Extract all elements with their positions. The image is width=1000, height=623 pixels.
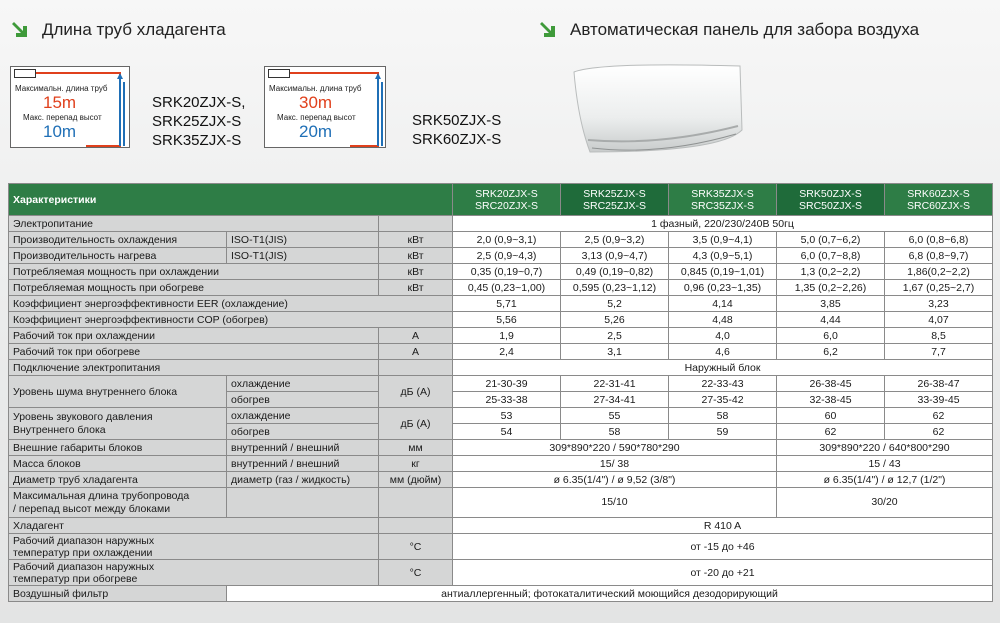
value-cell: 5,2 <box>561 296 669 312</box>
value-cell: 8,5 <box>885 328 993 344</box>
row-label: Внешние габариты блоков <box>9 440 227 456</box>
unit-cell <box>379 488 453 518</box>
indoor-model: SRK20ZJX-S <box>475 187 538 200</box>
value-cell: 33-39-45 <box>885 392 993 408</box>
value-cell: 0,96 (0,23~1,35) <box>669 280 777 296</box>
model-header <box>561 184 669 216</box>
value-cell: 22-33-43 <box>669 376 777 392</box>
value-cell: ø 6.35(1/4") / ø 12,7 (1/2") <box>777 472 993 488</box>
row-label-line: Рабочий диапазон наружных <box>13 534 155 547</box>
outdoor-model: SRC20ZJX-S <box>475 199 539 212</box>
value-cell: 4,07 <box>885 312 993 328</box>
row-label-line: Внутреннего блока <box>13 423 106 436</box>
value-cell: 1,9 <box>453 328 561 344</box>
row-label: Потребляемая мощность при охлаждении <box>9 264 379 280</box>
table-row <box>9 216 993 232</box>
row-label: Потребляемая мощность при обогреве <box>9 280 379 296</box>
row-label: Рабочий ток при охлаждении <box>9 328 379 344</box>
indoor-model: SRK50ZJX-S <box>799 187 862 200</box>
row-label: Производительность охлаждения <box>9 232 227 248</box>
value-cell: 30/20 <box>777 488 993 518</box>
value-cell: антиаллергенный; фотокаталитический моющийся дезодорирующий <box>227 586 993 602</box>
value-cell: 0,45 (0,23~1,00) <box>453 280 561 296</box>
value-cell: 6,0 (0,7~8,8) <box>777 248 885 264</box>
sub-label: ISO-T1(JIS) <box>227 232 379 248</box>
value-cell: 4,44 <box>777 312 885 328</box>
value-cell: 0,845 (0,19~1,01) <box>669 264 777 280</box>
unit-cell <box>379 216 453 232</box>
value-cell: 1,3 (0,2~2,2) <box>777 264 885 280</box>
sub-label <box>227 488 379 518</box>
value-cell: 2,5 (0,9~4,3) <box>453 248 561 264</box>
row-label: Производительность нагрева <box>9 248 227 264</box>
max-length-label: Максимальн. длина труб <box>15 84 108 93</box>
row-label: Масса блоков <box>9 456 227 472</box>
unit-cell: кВт <box>379 248 453 264</box>
value-cell: 27-35-42 <box>669 392 777 408</box>
model-header <box>777 184 885 216</box>
indoor-model: SRK35ZJX-S <box>691 187 754 200</box>
unit-cell: °С <box>379 534 453 560</box>
green-arrow-icon <box>10 20 30 40</box>
row-label: Коэффициент энергоэффективности COP (обогрев) <box>9 312 453 328</box>
value-cell: 1,86(0,2~2,2) <box>885 264 993 280</box>
unit-cell: кВт <box>379 264 453 280</box>
value-cell: 53 <box>453 408 561 424</box>
outdoor-model: SRC50ZJX-S <box>799 199 863 212</box>
table-row <box>9 456 993 472</box>
table-row <box>9 534 993 560</box>
row-label: Уровень шума внутреннего блока <box>9 376 227 408</box>
value-cell: 3,1 <box>561 344 669 360</box>
value-cell: 55 <box>561 408 669 424</box>
max-drop-value: 20m <box>299 122 333 141</box>
value-cell: 3,85 <box>777 296 885 312</box>
value-cell: 59 <box>669 424 777 440</box>
unit-cell: мм (дюйм) <box>379 472 453 488</box>
value-cell: 1,67 (0,25~2,7) <box>885 280 993 296</box>
value-cell: 54 <box>453 424 561 440</box>
diagram-models <box>152 93 245 150</box>
model-header <box>669 184 777 216</box>
table-row <box>9 440 993 456</box>
unit-cell: кВт <box>379 280 453 296</box>
sub-label: диаметр (газ / жидкость) <box>227 472 379 488</box>
value-cell: 5,56 <box>453 312 561 328</box>
value-cell: 15/10 <box>453 488 777 518</box>
sub-label: обогрев <box>227 392 379 408</box>
unit-cell: кг <box>379 456 453 472</box>
table-row <box>9 328 993 344</box>
row-label: Воздушный фильтр <box>9 586 227 602</box>
value-cell: ø 6.35(1/4") / ø 9,52 (3/8") <box>453 472 777 488</box>
value-cell: Наружный блок <box>453 360 993 376</box>
max-length-value: 15m <box>43 93 77 112</box>
model-label: SRK60ZJX-S <box>412 131 502 148</box>
value-cell: 6,2 <box>777 344 885 360</box>
row-label: Рабочий ток при обогреве <box>9 344 379 360</box>
value-cell: 2,4 <box>453 344 561 360</box>
value-cell: 4,0 <box>669 328 777 344</box>
value-cell: 309*890*220 / 590*780*290 <box>453 440 777 456</box>
row-label-line: температур при обогреве <box>13 572 138 585</box>
unit-cell: мм <box>379 440 453 456</box>
indoor-model: SRK60ZJX-S <box>907 187 970 200</box>
value-cell: 6,0 <box>777 328 885 344</box>
indoor-unit-icon <box>268 69 290 78</box>
unit-cell: А <box>379 344 453 360</box>
diagram-labels <box>269 84 362 142</box>
value-cell: 25-33-38 <box>453 392 561 408</box>
model-label: SRK50ZJX-S <box>412 112 502 129</box>
green-arrow-icon <box>538 20 558 40</box>
value-cell: 2,5 <box>561 328 669 344</box>
value-cell: 62 <box>777 424 885 440</box>
table-row <box>9 264 993 280</box>
unit-cell <box>379 360 453 376</box>
value-cell: от -15 до +46 <box>453 534 993 560</box>
row-label-line: температур при охлаждении <box>13 546 153 559</box>
value-cell: 26-38-45 <box>777 376 885 392</box>
value-cell: 1,35 (0,2~2,26) <box>777 280 885 296</box>
value-cell: 4,48 <box>669 312 777 328</box>
row-label: Диаметр труб хладагента <box>9 472 227 488</box>
row-label-line: Максимальная длина трубопровода <box>13 489 190 502</box>
diagram-labels <box>15 84 108 142</box>
diagram-models <box>412 111 501 149</box>
max-drop-value: 10m <box>43 122 77 141</box>
table-row <box>9 360 993 376</box>
table-row <box>9 560 993 586</box>
max-length-value: 30m <box>299 93 333 112</box>
sub-label: обогрев <box>227 424 379 440</box>
row-label <box>9 534 379 560</box>
row-label <box>9 488 227 518</box>
row-label: Коэффициент энергоэффективности EER (охлаждение) <box>9 296 453 312</box>
outdoor-model: SRC60ZJX-S <box>907 199 971 212</box>
model-label: SRK35ZJX-S <box>152 132 242 149</box>
value-cell: 2,0 (0,9~3,1) <box>453 232 561 248</box>
value-cell: 5,0 (0,7~6,2) <box>777 232 885 248</box>
outdoor-model: SRC25ZJX-S <box>583 199 647 212</box>
table-row <box>9 472 993 488</box>
table-row <box>9 312 993 328</box>
unit-cell: дБ (А) <box>379 376 453 408</box>
value-cell: 26-38-47 <box>885 376 993 392</box>
outdoor-model: SRC35ZJX-S <box>691 199 755 212</box>
table-row <box>9 280 993 296</box>
value-cell: R 410 A <box>453 518 993 534</box>
spec-table <box>8 183 993 602</box>
sub-label: внутренний / внешний <box>227 440 379 456</box>
row-label-line: / перепад высот между блоками <box>13 502 171 515</box>
value-cell: 4,14 <box>669 296 777 312</box>
table-row <box>9 296 993 312</box>
table-row <box>9 518 993 534</box>
row-label-line: Рабочий диапазон наружных <box>13 560 155 573</box>
value-cell: от -20 до +21 <box>453 560 993 586</box>
row-label <box>9 408 227 440</box>
value-cell: 15 / 43 <box>777 456 993 472</box>
sub-label: охлаждение <box>227 376 379 392</box>
value-cell: 0,595 (0,23~1,12) <box>561 280 669 296</box>
value-cell: 27-34-41 <box>561 392 669 408</box>
indoor-model: SRK25ZJX-S <box>583 187 646 200</box>
auto-panel-title <box>538 20 919 40</box>
value-cell: 21-30-39 <box>453 376 561 392</box>
value-cell: 15/ 38 <box>453 456 777 472</box>
value-cell: 3,23 <box>885 296 993 312</box>
value-cell: 58 <box>669 408 777 424</box>
model-label: SRK20ZJX-S, <box>152 94 246 111</box>
table-row <box>9 376 993 392</box>
model-label: SRK25ZJX-S <box>152 113 242 130</box>
value-cell: 4,3 (0,9~5,1) <box>669 248 777 264</box>
unit-cell: А <box>379 328 453 344</box>
unit-cell <box>379 518 453 534</box>
refrigerant-pipe-length-title <box>10 20 226 40</box>
table-row <box>9 248 993 264</box>
value-cell: 4,6 <box>669 344 777 360</box>
value-cell: 5,26 <box>561 312 669 328</box>
value-cell: 3,13 (0,9~4,7) <box>561 248 669 264</box>
value-cell: 7,7 <box>885 344 993 360</box>
value-cell: 60 <box>777 408 885 424</box>
value-cell: 2,5 (0,9~3,2) <box>561 232 669 248</box>
unit-cell: °С <box>379 560 453 586</box>
row-label: Хладагент <box>9 518 379 534</box>
air-conditioner-image <box>570 60 745 160</box>
max-length-label: Максимальн. длина труб <box>269 84 362 93</box>
model-header <box>885 184 993 216</box>
value-cell: 62 <box>885 424 993 440</box>
sub-label: внутренний / внешний <box>227 456 379 472</box>
value-cell: 5,71 <box>453 296 561 312</box>
value-cell: 6,8 (0,8~9,7) <box>885 248 993 264</box>
row-label: Подключение электропитания <box>9 360 379 376</box>
max-drop-label: Макс. перепад высот <box>277 113 356 122</box>
max-drop-label: Макс. перепад высот <box>23 113 102 122</box>
value-cell: 1 фазный, 220/230/240В 50гц <box>453 216 993 232</box>
table-header-row <box>9 184 993 216</box>
title-text: Длина труб хладагента <box>42 20 226 39</box>
table-row <box>9 232 993 248</box>
title-text: Автоматическая панель для забора воздуха <box>570 20 920 39</box>
table-row <box>9 344 993 360</box>
value-cell: 3,5 (0,9~4,1) <box>669 232 777 248</box>
table-row <box>9 586 993 602</box>
row-label: Электропитание <box>9 216 379 232</box>
value-cell: 309*890*220 / 640*800*290 <box>777 440 993 456</box>
model-header <box>453 184 561 216</box>
unit-cell: кВт <box>379 232 453 248</box>
sub-label: ISO-T1(JIS) <box>227 248 379 264</box>
value-cell: 62 <box>885 408 993 424</box>
value-cell: 0,35 (0,19~0,7) <box>453 264 561 280</box>
sub-label: охлаждение <box>227 408 379 424</box>
value-cell: 22-31-41 <box>561 376 669 392</box>
indoor-unit-icon <box>14 69 36 78</box>
table-row <box>9 408 993 424</box>
value-cell: 6,0 (0,8~6,8) <box>885 232 993 248</box>
value-cell: 32-38-45 <box>777 392 885 408</box>
value-cell: 0,49 (0,19~0,82) <box>561 264 669 280</box>
row-label <box>9 560 379 586</box>
header-label: Характеристики <box>9 184 453 216</box>
unit-cell: дБ (А) <box>379 408 453 440</box>
table-row <box>9 488 993 518</box>
row-label-line: Уровень звукового давления <box>13 410 153 423</box>
value-cell: 58 <box>561 424 669 440</box>
